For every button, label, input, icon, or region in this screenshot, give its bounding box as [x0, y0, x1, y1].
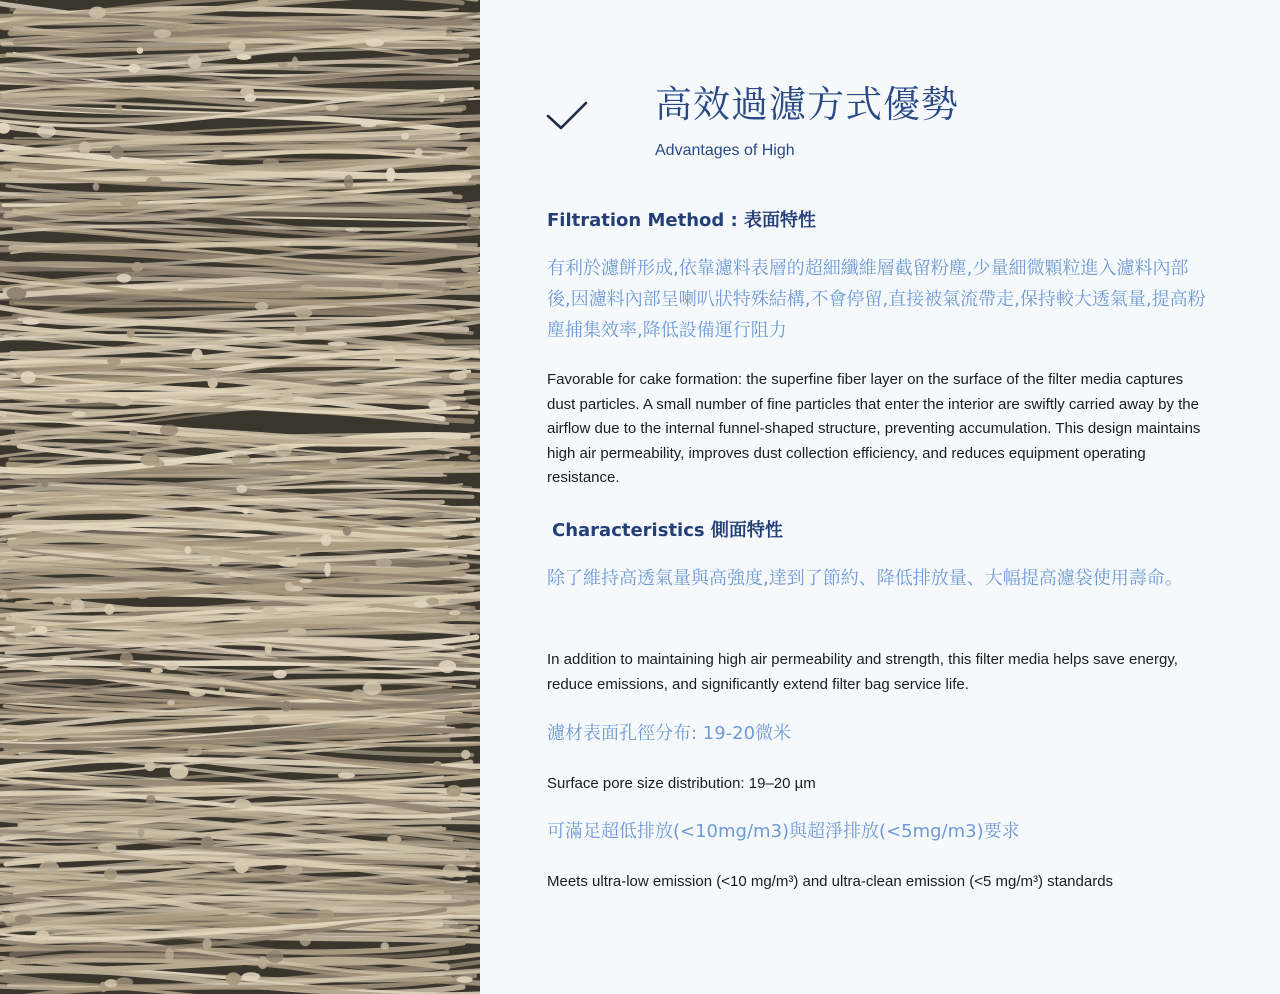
- fiber-end: [128, 64, 140, 73]
- fiber-end: [2, 912, 13, 923]
- fiber-end: [251, 715, 270, 724]
- fiber-end: [278, 62, 288, 68]
- filtration-heading: Filtration Method : 表面特性: [547, 210, 817, 231]
- fiber-end: [120, 652, 133, 666]
- fiber-end: [401, 133, 409, 140]
- fiber-end: [317, 909, 334, 921]
- fiber-end: [266, 951, 283, 963]
- fiber-end: [41, 482, 49, 487]
- fiber-end: [242, 972, 260, 980]
- fiber-end: [151, 668, 163, 674]
- fiber-end: [324, 563, 330, 577]
- emission-en-text: Meets ultra-low emission (<10 mg/m³) and ultra-clean emission (<5 mg/m³) standards: [547, 873, 1114, 890]
- fiber-end: [449, 611, 461, 616]
- fiber-end: [281, 392, 294, 403]
- fiber-end: [387, 835, 401, 843]
- pore-size-en-text: Surface pore size distribution: 19–20 µm: [547, 775, 816, 792]
- fiber-end: [428, 399, 446, 410]
- fiber-end: [294, 324, 306, 335]
- pore-size-zh-text: 濾材表面孔徑分布: 19-20微米: [547, 723, 792, 744]
- fiber-end: [366, 39, 384, 47]
- fiber-end: [321, 534, 331, 546]
- fiber-end: [248, 838, 261, 844]
- fiber-end: [165, 662, 179, 671]
- fiber-end: [79, 142, 91, 155]
- fiber-end: [250, 606, 264, 610]
- fiber-end: [226, 972, 241, 985]
- fiber-end: [439, 94, 445, 102]
- fiber-end: [127, 329, 135, 338]
- fiber-end: [281, 701, 292, 712]
- fiber-end: [189, 689, 205, 697]
- fiber-end: [23, 319, 41, 325]
- fiber-end: [72, 411, 87, 417]
- fiber-end: [353, 578, 360, 582]
- fiber-end: [115, 397, 132, 406]
- fiber-end: [433, 761, 441, 766]
- fiber-end: [283, 241, 291, 246]
- fiber-end: [53, 597, 65, 606]
- fiber-end: [255, 302, 268, 311]
- fiber-end: [363, 681, 382, 695]
- fiber-end: [379, 357, 395, 365]
- fiber-end: [343, 526, 352, 536]
- fiber-end: [375, 558, 392, 567]
- fiber-end: [165, 162, 180, 166]
- fiber-end: [165, 948, 174, 961]
- fiber-end: [137, 47, 144, 54]
- fiber-microscope-image: [0, 0, 480, 994]
- fiber-end: [258, 956, 268, 969]
- content-panel: [480, 0, 1280, 994]
- fiber-end: [236, 54, 251, 60]
- fiber-end: [51, 824, 70, 828]
- fiber-end: [65, 399, 81, 403]
- fiber-end: [393, 344, 409, 351]
- fiber-end: [299, 579, 312, 583]
- emission-zh-text: 可滿足超低排放(<10mg/m3)與超淨排放(<5mg/m3)要求: [547, 821, 1020, 842]
- fiber-end: [245, 94, 256, 102]
- characteristics-en-text: In addition to maintaining high air permeability and strength, this filter media helps save energy, reduce emissions, and significantly extend filter bag service life.: [547, 651, 1178, 693]
- fiber-end: [107, 357, 121, 366]
- fiber-end: [273, 670, 287, 679]
- page-title: 高效過濾方式優勢: [655, 83, 959, 126]
- fiber-end: [219, 687, 225, 695]
- fiber-end: [381, 942, 389, 949]
- fiber-end: [146, 795, 156, 804]
- fiber-end: [285, 865, 303, 876]
- fiber-end: [262, 607, 277, 614]
- fiber-end: [24, 959, 31, 964]
- fiber-end: [210, 555, 222, 566]
- fiber-end: [115, 103, 122, 114]
- fiber-end: [461, 750, 470, 759]
- fiber-end: [167, 700, 175, 705]
- fiber-end: [294, 308, 312, 318]
- fiber-end: [15, 624, 33, 634]
- fiber-end: [202, 938, 212, 949]
- fiber-strand: [0, 502, 443, 503]
- fiber-end: [300, 933, 312, 946]
- fiber-end: [21, 371, 36, 384]
- fiber-end: [330, 458, 337, 464]
- fiber-end: [7, 287, 27, 300]
- fiber-end: [37, 125, 56, 138]
- check-icon: [546, 100, 588, 132]
- fiber-end: [154, 29, 171, 38]
- fiber-end: [288, 628, 307, 635]
- fiber-end: [98, 843, 116, 852]
- fiber-end: [443, 864, 459, 878]
- fiber-end: [104, 868, 117, 880]
- fiber-end: [236, 485, 247, 493]
- fiber-end: [176, 25, 190, 32]
- fiber-end: [138, 828, 145, 837]
- fiber-end: [160, 424, 178, 436]
- fiber-end: [289, 475, 307, 479]
- fiber-end: [129, 430, 138, 436]
- characteristics-zh-text: 除了維持高透氣量與高強度,達到了節約、降低排放量、大幅提高濾袋使用壽命。: [547, 568, 1183, 589]
- fiber-end: [461, 265, 479, 273]
- fiber-end: [242, 509, 249, 514]
- fiber-end: [232, 454, 251, 465]
- fiber-end: [154, 460, 165, 468]
- fiber-end: [326, 104, 339, 111]
- fiber-end: [361, 123, 377, 127]
- fiber-end: [115, 977, 133, 987]
- page-subtitle: Advantages of High: [655, 142, 795, 159]
- fiber-end: [295, 547, 302, 557]
- fiber-end: [93, 183, 100, 191]
- fiber-end: [15, 914, 32, 924]
- fiber-end: [328, 342, 347, 346]
- fiber-end: [40, 861, 60, 875]
- fiber-end: [275, 446, 292, 457]
- fiber-end: [285, 582, 293, 589]
- fiber-end: [426, 598, 439, 605]
- fiber-end: [192, 349, 203, 361]
- fiber-end: [35, 626, 47, 634]
- fiber-end: [234, 859, 248, 873]
- fiber-end: [457, 976, 473, 983]
- fiber-end: [117, 274, 131, 283]
- fiber-end: [212, 150, 225, 158]
- fiber-end: [52, 657, 71, 661]
- fiber-end: [35, 930, 49, 940]
- fiber-end: [263, 159, 279, 166]
- fiber-end: [223, 573, 231, 578]
- fiber-end: [415, 148, 423, 156]
- fiber-end: [170, 765, 189, 779]
- fiber-end: [71, 599, 84, 613]
- fiber-end: [300, 284, 317, 290]
- fiber-end: [265, 644, 272, 654]
- fiber-end: [177, 285, 183, 291]
- fiber-end: [439, 660, 457, 673]
- fiber-end: [233, 799, 251, 809]
- fiber-end: [146, 177, 162, 185]
- fiber-end: [104, 604, 114, 615]
- fiber-end: [110, 145, 123, 159]
- fiber-end: [338, 772, 355, 778]
- fiber-end: [386, 168, 396, 182]
- fiber-end: [145, 762, 156, 772]
- fiber-end: [381, 281, 398, 289]
- fiber-end: [446, 785, 461, 796]
- fiber-end: [344, 175, 354, 189]
- characteristics-heading: Characteristics 側面特性: [552, 520, 783, 541]
- fiber-end: [229, 41, 246, 53]
- fiber-end: [188, 55, 201, 69]
- fiber-end: [131, 262, 143, 272]
- fiber-end: [292, 57, 299, 70]
- fiber-end: [185, 546, 192, 554]
- fiber-end: [345, 227, 361, 232]
- fiber-end: [201, 836, 214, 848]
- filtration-zh-text: 有利於濾餅形成,依靠濾料表層的超細纖維層截留粉塵,少量細微顆粒進入濾料內部後,因濾料內部呈喇叭狀特殊結構,不會停留,直接被氣流帶走,保持較大透氣量,提高粉塵捕集效率,降低設備運行阻力: [547, 258, 1206, 341]
- fiber-end: [188, 746, 203, 756]
- fiber-end: [137, 592, 149, 599]
- fiber-end: [264, 464, 273, 468]
- fiber-end: [89, 7, 106, 19]
- fiber-end: [449, 924, 468, 929]
- fiber-end: [9, 439, 22, 445]
- filtration-en-text: Favorable for cake formation: the superfine fiber layer on the surface of the filter media captures dust particles. A small number of fine particles that enter the interior are swiftly carried away by the airflow due to the internal funnel-shaped structure, preventing accumulation. This design maintains high air permeability, improves dust collection efficiency, and reduces equipment operating resistance.: [547, 371, 1201, 487]
- fiber-end: [449, 371, 467, 380]
- fiber-end: [120, 198, 138, 206]
- fiber-end: [278, 560, 297, 567]
- fiber-end: [208, 377, 218, 388]
